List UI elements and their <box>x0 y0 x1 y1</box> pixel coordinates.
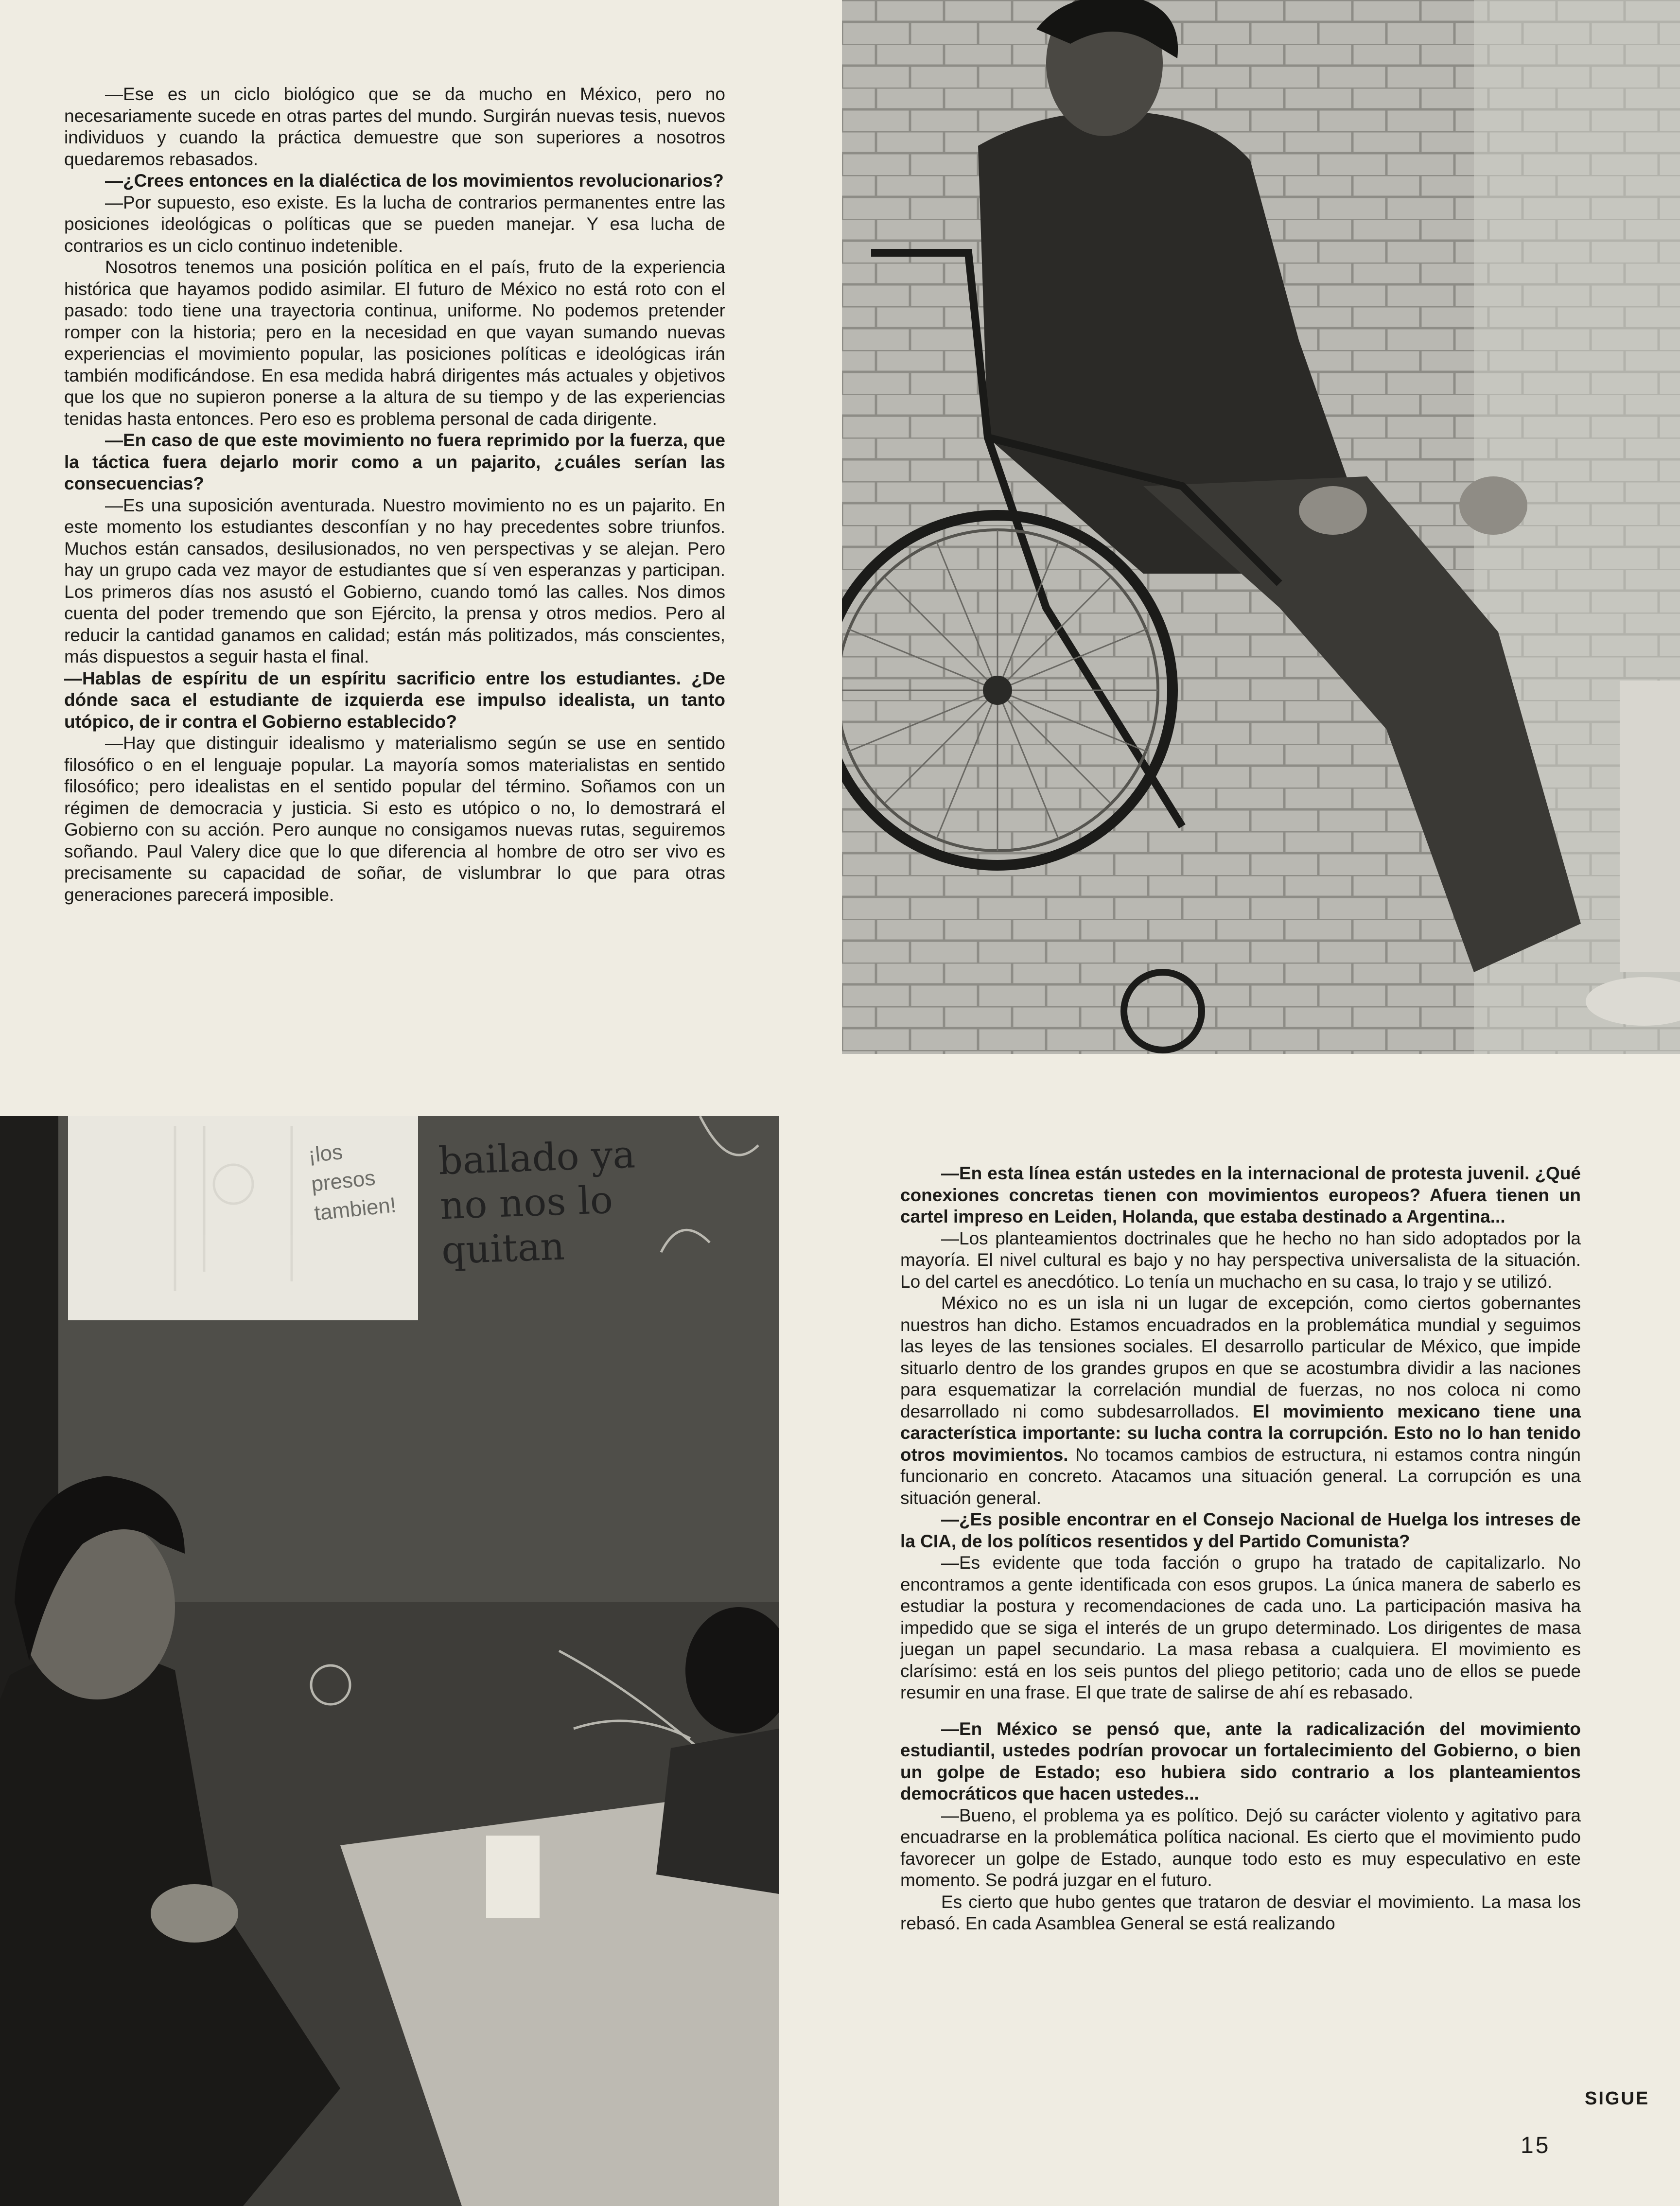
continued-label: SIGUE <box>1585 2088 1650 2109</box>
paragraph-answer: —Los planteamientos doctrinales que he hecho no han sido adoptados por la mayoría. El nivel cultural es bajo y no hay perspectiva universalista de la situación. Lo del cartel es anecdótico. Lo tenía un muchacho en su casa, lo trajo y se utilizó. <box>900 1228 1581 1292</box>
photo-students-at-table <box>0 1116 779 2206</box>
paragraph-answer: —Bueno, el problema ya es político. Dejó su carácter violento y agitativo para encuadrarse en la problemática política nacional. Es cierto que el movimiento pudo favorecer un golpe de Estado, aunque todo esto es muy especulativo en este momento. Se podrá juzgar en el futuro. <box>900 1805 1581 1890</box>
paragraph-answer: —Por supuesto, eso existe. Es la lucha de contrarios permanentes entre las posiciones ideológicas o políticas que se pueden manejar. Y esa lucha de contrarios es un ciclo continuo indetenible. <box>64 192 725 256</box>
paragraph-answer: México no es un isla ni un lugar de excepción, como ciertos gobernantes nuestros han dicho. Estamos encuadrados en la problemática mundial y seguimos las leyes de las tensiones sociales. El desarrollo particular de México, que impide situarlo dentro de los grandes grupos en que se acostumbra dividir a las naciones para esquematizar la correlación mundial de fuerzas, no nos coloca ni como desarrollado ni como subdesarrollados. El movimiento mexicano tiene una característica importante: su lucha contra la corrupción. Esto no lo han tenido otros movimientos. No tocamos cambios de estructura, ni estamos contra ningún funcionario en concreto. Atacamos una situación general. La corrupción es una situación general. <box>900 1293 1581 1508</box>
chalkboard-poster-text: bailado ya no nos lo quitan <box>438 1133 636 1273</box>
paragraph-question: —En esta línea están ustedes en la internacional de protesta juvenil. ¿Qué conexiones concretas tienen con movimientos europeos? Afuera tienen un cartel impreso en Leiden, Holanda, que estaba destinado a Argentina... <box>900 1163 1581 1226</box>
paragraph-answer: —Es evidente que toda facción o grupo ha tratado de capitalizarlo. No encontramos a gente identificada con esos grupos. La única manera de saberlo es estudiar la postura y recomendaciones de cada uno. La participación masiva ha impedido que se siga el interés de un grupo determinado. Los dirigentes de masa juegan un papel secundario. La masa rebasa a cualquiera. El movimiento es clarísimo: está en los seis puntos del pliego petitorio; cada uno de ellos se puede resumir en una frase. El que trate de salirse de ahí es rebasado. <box>900 1553 1581 1702</box>
paragraph-answer: Es cierto que hubo gentes que trataron de desviar el movimiento. La masa los rebasó. En cada Asamblea General se está realizando <box>900 1891 1581 1933</box>
paragraph-question: —En México se pensó que, ante la radicalización del movimiento estudiantil, ustedes podrían provocar un fortalecimiento del Gobierno, o bien un golpe de Estado; eso hubiera sido contrario a los planteamientos democráticos que hacen ustedes... <box>900 1718 1581 1803</box>
photo-man-in-wheelchair <box>842 0 1680 1054</box>
chalkboard-scribble-text: ¡los presos tambien! <box>307 1140 398 1226</box>
right-text-column <box>900 1163 1581 1935</box>
left-text-column <box>64 84 725 906</box>
paragraph-answer: —Hay que distinguir idealismo y materialismo según se use en sentido filosófico o en el lenguaje popular. La mayoría somos materialistas en sentido filosófico; pero idealistas en el sentido popular del término. Soñamos con un régimen de democracia y justicia. Si esto es utópico o no, lo demostrará el Gobierno con su acción. Pero aunque no consigamos nuevas rutas, seguiremos soñando. Paul Valery dice que lo que diferencia al hombre de otro ser vivo es precisamente su capacidad de soñar, de vislumbrar lo que para otras generaciones parecerá imposible. <box>64 733 725 905</box>
paragraph-question: —Hablas de espíritu de un espíritu sacrificio entre los estudiantes. ¿De dónde saca el estudiante de izquierda ese impulso idealista, un tanto utópico, de ir contra el Gobierno establecido? <box>64 668 725 732</box>
paragraph-question: —En caso de que este movimiento no fuera reprimido por la fuerza, que la táctica fuera dejarlo morir como a un pajarito, ¿cuáles serían las consecuencias? <box>64 430 725 493</box>
page-number: 15 <box>1521 2133 1551 2158</box>
paragraph-question: —¿Es posible encontrar en el Consejo Nacional de Huelga los intreses de la CIA, de los políticos resentidos y del Partido Comunista? <box>900 1509 1581 1551</box>
paragraph-answer: —Es una suposición aventurada. Nuestro movimiento no es un pajarito. En este momento los estudiantes desconfían y no hay precedentes sobre triunfos. Muchos están cansados, desilusionados, no ven perspectivas y se alejan. Pero hay un grupo cada vez mayor de estudiantes que sí ven esperanzas y participan. Los primeros días nos asustó el Gobierno, cuando tomó las calles. Nos dimos cuenta del poder tremendo que son Ejército, la prensa y otros medios. Pero al reducir la cantidad ganamos en calidad; están más politizados, más conscientes, más dispuestos a seguir hasta el final. <box>64 495 725 666</box>
paragraph-question: —¿Crees entonces en la dialéctica de los movimientos revolucionarios? <box>105 171 724 191</box>
paragraph-answer: —Ese es un ciclo biológico que se da mucho en México, pero no necesariamente sucede en otras partes del mundo. Surgirán nuevas tesis, nuevos individuos y cuando la práctica demuestre que son superiores a nosotros quedaremos rebasados. <box>64 84 725 169</box>
paragraph-answer: Nosotros tenemos una posición política en el país, fruto de la experiencia histórica que hayamos podido asimilar. El futuro de México no está roto con el pasado: todo tiene una trayectoria continua, uniforme. No podemos pretender romper con la historia; pero en la necesidad en que vayan sumando nuevas experiencias el movimiento popular, las posiciones políticas e ideológicas irán también modificándose. En esa medida habrá dirigentes más actuales y objetivos que los que no supieron ponerse a la altura de su tiempo y de las experiencias tenidas hasta entonces. Pero eso es problema personal de cada dirigente. <box>64 257 725 429</box>
